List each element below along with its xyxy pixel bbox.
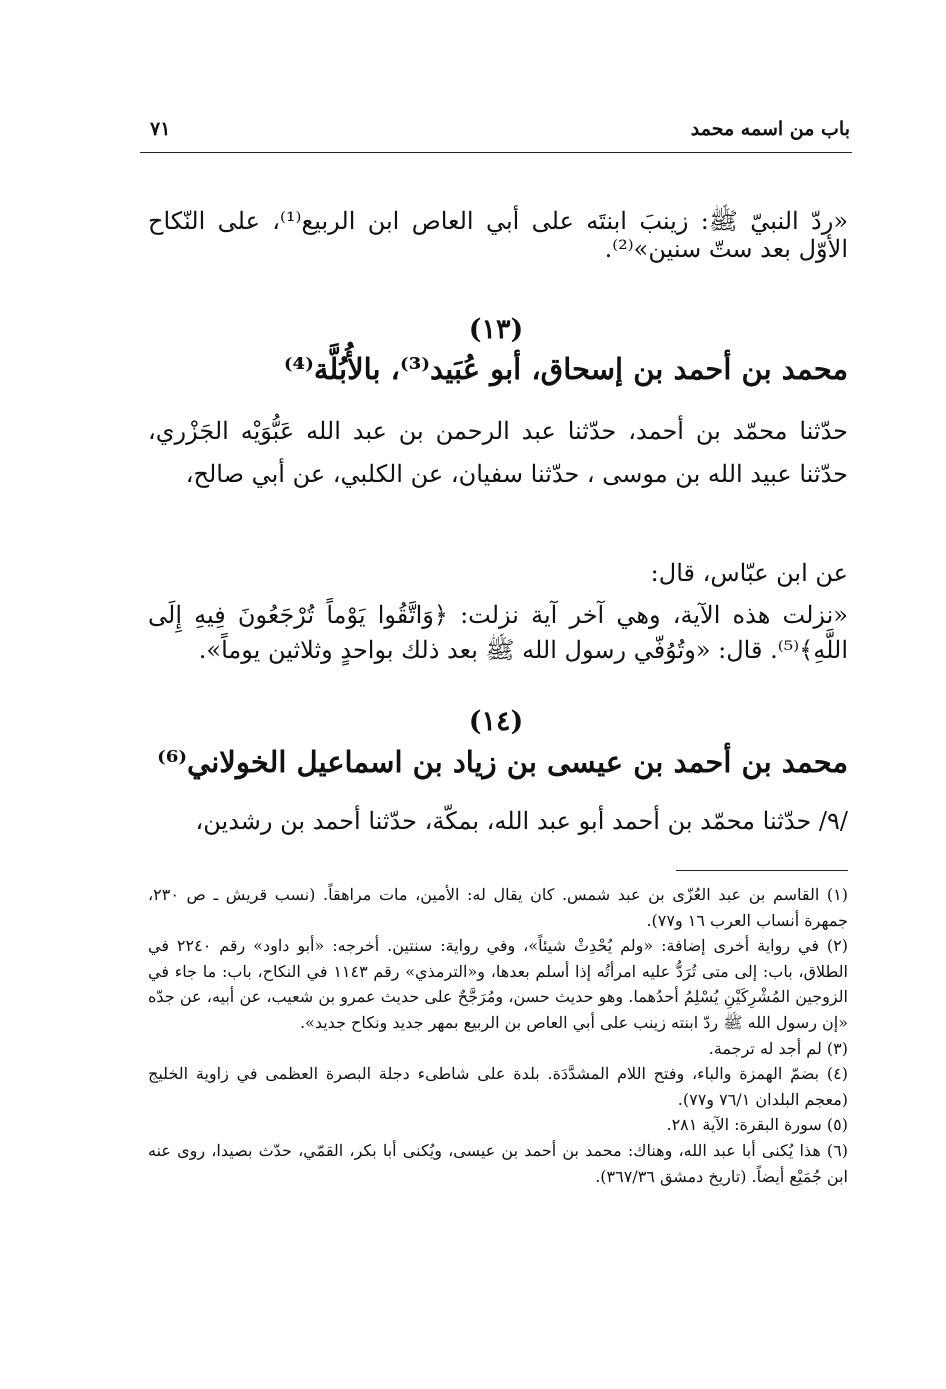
page-number: ٧١ bbox=[150, 118, 171, 140]
paragraph-isnad-13: حدّثنا محمّد بن أحمد، حدّثنا عبد الرحمن بن عبد الله عَبُّوَيْه الجَزْري، حدّثنا عبيد الله بن موسى ، حدّثنا سفيان، عن الكلبي، عن أبي صالح، bbox=[148, 417, 848, 489]
paragraph-hadith-zaynab: «ردّ النبيّ ﷺ: زينبَ ابنتَه على أبي العاص ابن الربيع⁽¹⁾، على النّكاح الأوّل بعد ستّ سنين»⁽²⁾. bbox=[148, 207, 849, 263]
paragraph-ibn-abbas: عن ابن عبّاس، قال: bbox=[650, 559, 848, 587]
entry-number-13: (١٣) bbox=[468, 314, 524, 345]
header-rule bbox=[140, 152, 852, 153]
footnotes bbox=[148, 882, 848, 1189]
paragraph-quran-verse: «نزلت هذه الآية، وهي آخر آية نزلت: ﴿وَاتَّقُوا يَوْماً تُرْجَعُونَ فِيهِ إِلَى اللَّهِ﴾⁽⁵⁾. قال: «وتُوُفّي رسول الله ﷺ بعد ذلك بواحدٍ وثلاثين يوماً». bbox=[148, 601, 848, 664]
running-header-title: باب من اسمه محمد bbox=[690, 118, 850, 140]
footnote-1: (١) القاسم بن عبد العُزّى بن عبد شمس. كان يقال له: الأمين، مات مراهقاً. (نسب قريش ـ ص ٢٣٠، جمهرة أنساب العرب ١٦ و٧٧). bbox=[148, 885, 848, 930]
footnote-5: (٥) سورة البقرة: الآية ٢٨١. bbox=[666, 1115, 848, 1135]
running-header bbox=[140, 118, 850, 148]
footnote-3: (٣) لم أجد له ترجمة. bbox=[708, 1038, 848, 1058]
footnote-6: (٦) هذا يُكنى أبا عبد الله، وهناك: محمد بن أحمد بن عيسى، ويُكنى أبا بكر، القمّي، حدّث بصيدا، روى عنه ابن جُمَيْع أيضاً. (تاريخ دمشق ٣٦٧/٣٦). bbox=[148, 1140, 848, 1186]
footnote-2: (٢) في رواية أخرى إضافة: «ولم يُحْدِثْ شيئاً»، وفي رواية: سنتين. أخرجه: «أبو داود» رقم ٢٢٤٠ في الطلاق، باب: إلى متى تُرَدُّ عليه امرأتُه إذا أسلم بعدها، و«الترمذي» رقم ١١٤٣ في النكاح، باب: ما جاء في الزوجين المُشْرِكَيْنِ يُسْلِمُ أحدُهما. وهو حديث حسن، ومُرَجَّحٌ على حديث عمرو بن شعيب، عن أبيه، عن جدّه «إن رسول الله ﷺ ردّ ابنته زينب على أبي العاص بن الربيع بمهر جديد ونكاح جديد». bbox=[148, 936, 848, 1032]
entry-number-14: (١٤) bbox=[468, 706, 524, 737]
entry-title-14: محمد بن أحمد بن عيسى بن زياد بن اسماعيل الخولاني⁽⁶⁾ bbox=[157, 745, 848, 779]
paragraph-isnad-14: /٩/ حدّثنا محمّد بن أحمد أبو عبد الله، بمكّة، حدّثنا أحمد بن رشدين، bbox=[195, 807, 848, 835]
entry-title-13: محمد بن أحمد بن إسحاق، أبو عُبَيد⁽³⁾، بالأُبُلَّة⁽⁴⁾ bbox=[283, 352, 848, 386]
footnote-4: (٤) بضمّ الهمزة والباء، وفتح اللام المشدَّدَة. بلدة على شاطىء دجلة البصرة العظمى في زاوية الخليج (معجم البلدان ٧٦/١ و٧٧). bbox=[148, 1064, 848, 1109]
footnote-rule bbox=[676, 870, 848, 871]
